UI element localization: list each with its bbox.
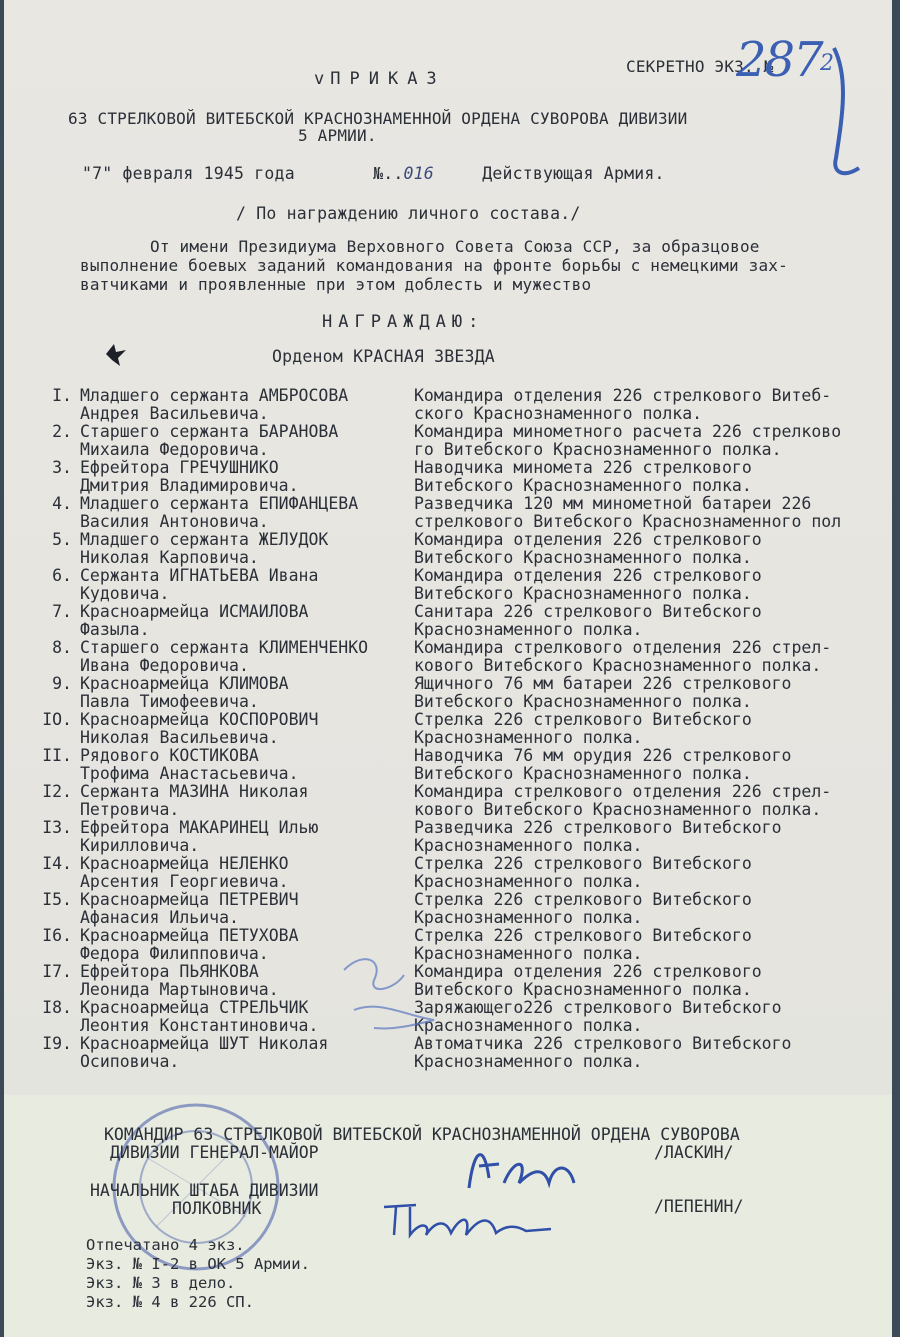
awardee-name: Младшего сержанта ЖЕЛУДОК Николая Карповича.	[80, 530, 329, 567]
awardee-position: Стрелка 226 стрелкового Витебского Краснознаменного полка.	[414, 890, 752, 927]
awardee-position: Наводчика 76 мм орудия 226 стрелкового Витебского Краснознаменного полка.	[414, 746, 792, 783]
order-subject: / По награждению личного состава./	[236, 204, 581, 223]
location: Действующая Армия.	[482, 164, 665, 183]
commander-name: /ЛАСКИН/	[654, 1143, 734, 1162]
order-no: 016	[403, 164, 434, 183]
chief-of-staff-title-line1: НАЧАЛЬНИК ШТАБА ДИВИЗИИ	[90, 1181, 319, 1200]
document-page	[4, 0, 892, 1337]
awardee-name: Младшего сержанта АМБРОСОВА Андрея Васильевича.	[80, 386, 349, 423]
awardee-position: Автоматчика 226 стрелкового Витебского Краснознаменного полка.	[414, 1034, 792, 1071]
handwritten-scribble	[324, 940, 454, 1040]
awardee-number: 5.	[52, 530, 72, 549]
awardee-position: Стрелка 226 стрелкового Витебского Краснознаменного полка.	[414, 710, 752, 747]
order-name: Орденом КРАСНАЯ ЗВЕЗДА	[272, 347, 495, 366]
unit-line-2: 5 АРМИИ.	[298, 126, 377, 145]
awardee-name: Ефрейтора ГРЕЧУШНИКО Дмитрия Владимировича.	[80, 458, 299, 495]
awardee-position: Разведчика 226 стрелкового Витебского Краснознаменного полка.	[414, 818, 782, 855]
awardee-position: Командира отделения 226 стрелкового Витебского Краснознаменного полка.	[414, 962, 762, 999]
awardee-number: IO.	[42, 710, 72, 729]
awardee-name: Красноармейца СТРЕЛЬЧИК Леонтия Константиновича.	[80, 998, 319, 1035]
awardee-position: Ящичного 76 мм батареи 226 стрелкового Витебского Краснознаменного полка.	[414, 674, 792, 711]
order-title: v ПРИКАЗ	[314, 69, 446, 89]
awardee-number: I3.	[42, 818, 72, 837]
copies-distribution	[86, 1236, 310, 1312]
intro-line-1: От имени Президиума Верховного Совета Союза ССР, за образцовое	[150, 237, 760, 256]
intro-line-2: выполнение боевых заданий командования на фронте борьбы с немецкими зах-	[80, 256, 788, 275]
awardee-number: I6.	[42, 926, 72, 945]
chief-of-staff-name: /ПЕПЕНИН/	[654, 1197, 744, 1216]
awardee-name: Ефрейтора МАКАРИНЕЦ Илью Кирилловича.	[80, 818, 319, 855]
commander-title-line1: КОМАНДИР 63 СТРЕЛКОВОЙ ВИТЕБСКОЙ КРАСНОЗНАМЕННОЙ ОРДЕНА СУВОРОВА	[104, 1125, 740, 1144]
award-heading: НАГРАЖДАЮ:	[322, 312, 485, 332]
archive-number-handwritten: 287	[736, 32, 822, 88]
commander-signature	[459, 1138, 589, 1198]
awardee-position: Командира стрелкового отделения 226 стрел- кового Витебского Краснознаменного полка.	[414, 638, 832, 675]
awardee-row	[4, 387, 892, 423]
awardee-number: I2.	[42, 782, 72, 801]
awardee-name: Красноармейца ПЕТУХОВА Федора Филипповича.	[80, 926, 299, 963]
order-date-line	[82, 165, 665, 183]
chief-of-staff-title-line2: ПОЛКОВНИК	[172, 1199, 262, 1218]
awardee-row	[4, 459, 892, 495]
awardee-position: Командира отделения 226 стрелкового Витеб- ского Краснознаменного полка.	[414, 386, 832, 423]
awardee-row	[4, 675, 892, 711]
awardee-number: I8.	[42, 998, 72, 1017]
awardee-row	[4, 567, 892, 603]
awardee-row	[4, 1035, 892, 1071]
copies-line: Экз. № 3 в дело.	[86, 1274, 236, 1292]
awardee-name: Сержанта ИГНАТЬЕВА Ивана Кудовича.	[80, 566, 319, 603]
awardee-number: 6.	[52, 566, 72, 585]
awardee-number: 3.	[52, 458, 72, 477]
awardee-number: 2.	[52, 422, 72, 441]
awardee-position: Наводчика миномета 226 стрелкового Витебского Краснознаменного полка.	[414, 458, 752, 495]
copies-line: Экз. № 4 в 226 СП.	[86, 1293, 254, 1311]
awardee-number: 9.	[52, 674, 72, 693]
awardee-position: Командира отделения 226 стрелкового Витебского Краснознаменного полка.	[414, 530, 762, 567]
order-no-label: №..	[373, 164, 404, 183]
awardee-number: I5.	[42, 890, 72, 909]
awardee-row	[4, 855, 892, 891]
awardee-name: Младшего сержанта ЕПИФАНЦЕВА Василия Антоновича.	[80, 494, 359, 531]
awardee-row	[4, 603, 892, 639]
awardee-name: Ефрейтора ПЬЯНКОВА Леонида Мартыновича.	[80, 962, 279, 999]
awardee-name: Красноармейца ИСМАИЛОВА Фазыла.	[80, 602, 309, 639]
awardee-row	[4, 891, 892, 927]
awardee-number: I9.	[42, 1034, 72, 1053]
copies-line: Отпечатано 4 экз.	[86, 1236, 245, 1254]
copy-number-handwritten: 2	[820, 51, 834, 76]
awardee-name: Красноармейца КЛИМОВА Павла Тимофеевича.	[80, 674, 289, 711]
awardee-row	[4, 531, 892, 567]
date-rest: февраля 1945 года	[122, 164, 295, 183]
commander-title-line2: ДИВИЗИИ ГЕНЕРАЛ-МАЙОР	[110, 1143, 319, 1162]
handwritten-archive-number	[724, 18, 884, 188]
awardee-number: I.	[52, 386, 72, 405]
awardee-name: Сержанта МАЗИНА Николая Петровича.	[80, 782, 309, 819]
awardee-name: Красноармейца КОСПОРОВИЧ Николая Васильевича.	[80, 710, 319, 747]
awardee-number: 4.	[52, 494, 72, 513]
awardee-number: I7.	[42, 962, 72, 981]
awardee-number: II.	[42, 746, 72, 765]
awardee-position: Командира минометного расчета 226 стрелково го Витебского Краснознаменного полка.	[414, 422, 842, 459]
awardee-name: Рядового КОСТИКОВА Трофима Анастасьевича.	[80, 746, 299, 783]
awardee-position: Командира отделения 226 стрелкового Витебского Краснознаменного полка.	[414, 566, 762, 603]
awardee-position: Заряжающего226 стрелкового Витебского Краснознаменного полка.	[414, 998, 782, 1035]
awardee-position: Стрелка 226 стрелкового Витебского Краснознаменного полка.	[414, 926, 752, 963]
awardee-name: Красноармейца НЕЛЕНКО Арсентия Георгиевича.	[80, 854, 289, 891]
awardee-row	[4, 747, 892, 783]
intro-line-3: ватчиками и проявленные при этом доблесть и мужество	[80, 275, 592, 294]
chief-of-staff-signature	[376, 1195, 576, 1245]
awardee-name: Красноармейца ШУТ Николая Осиповича.	[80, 1034, 329, 1071]
date-day: "7"	[82, 164, 113, 183]
awardee-row	[4, 639, 892, 675]
awardee-number: I4.	[42, 854, 72, 873]
awardee-row	[4, 495, 892, 531]
awardee-position: Командира стрелкового отделения 226 стрел- кового Витебского Краснознаменного полка.	[414, 782, 832, 819]
awardee-name: Старшего сержанта КЛИМЕНЧЕНКО Ивана Федоровича.	[80, 638, 369, 675]
title-check-mark: v	[314, 69, 325, 89]
awardee-row	[4, 423, 892, 459]
awardee-number: 7.	[52, 602, 72, 621]
awardee-row	[4, 783, 892, 819]
awardee-name: Старшего сержанта БАРАНОВА Михаила Федоровича.	[80, 422, 339, 459]
awardee-row	[4, 711, 892, 747]
secret-label: СЕКРЕТНО ЭКЗ. №	[626, 57, 774, 76]
awardee-position: Стрелка 226 стрелкового Витебского Краснознаменного полка.	[414, 854, 752, 891]
unit-line-1: 63 СТРЕЛКОВОЙ ВИТЕБСКОЙ КРАСНОЗНАМЕННОЙ ОРДЕНА СУВОРОВА ДИВИЗИИ	[68, 109, 688, 128]
awardee-row	[4, 819, 892, 855]
awardee-name: Красноармейца ПЕТРЕВИЧ Афанасия Ильича.	[80, 890, 299, 927]
ink-blot	[100, 338, 130, 368]
awardee-number: 8.	[52, 638, 72, 657]
awardee-position: Санитара 226 стрелкового Витебского Краснознаменного полка.	[414, 602, 762, 639]
awardee-position: Разведчика 120 мм минометной батареи 226 стрелкового Витебского Краснознаменного пол	[414, 494, 842, 531]
copies-line: Экз. № I-2 в ОК 5 Армии.	[86, 1255, 310, 1273]
